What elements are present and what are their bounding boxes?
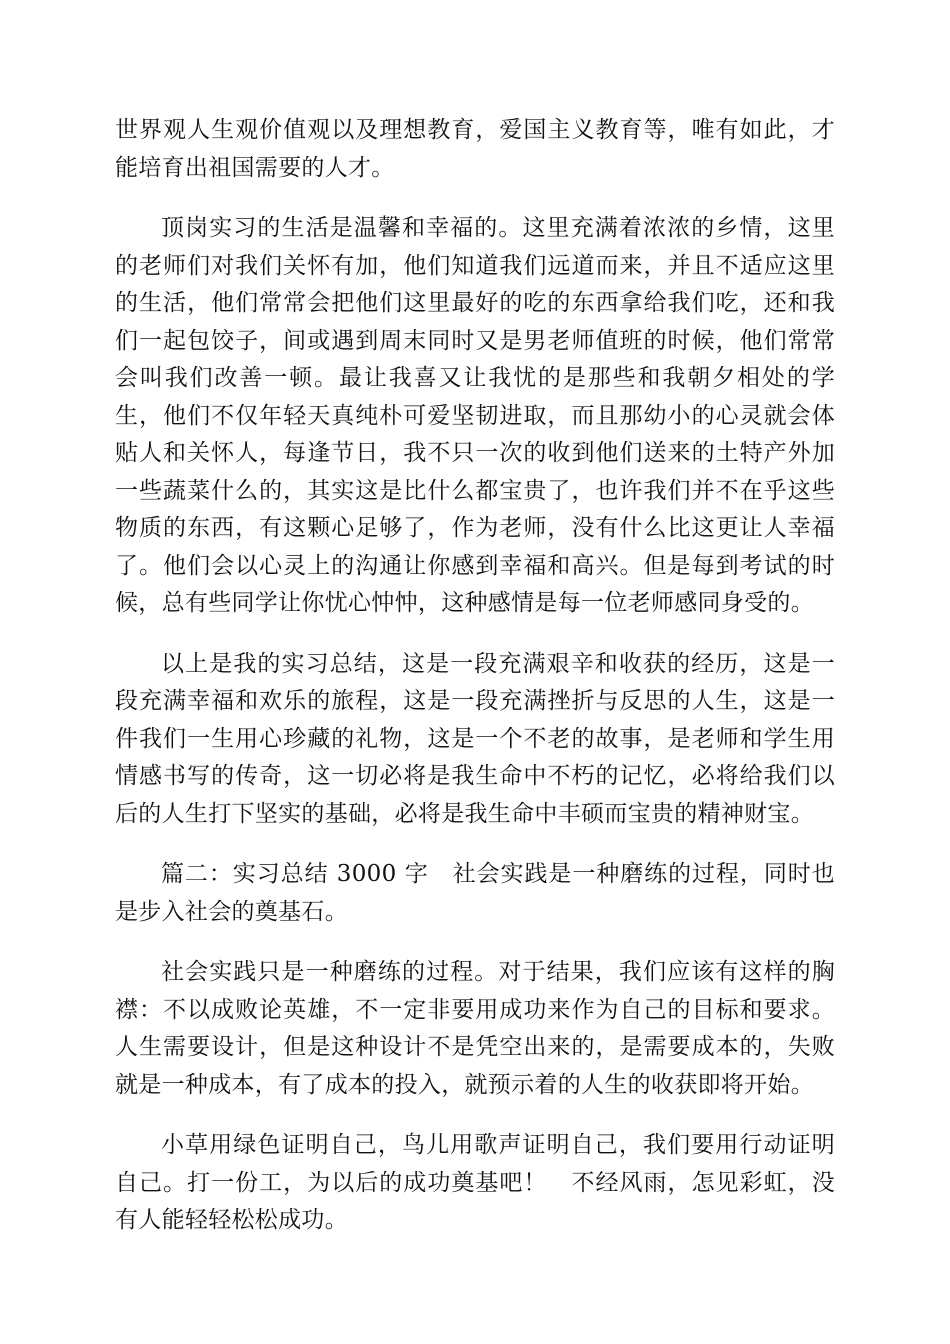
paragraph-social-practice: 社会实践只是一种磨练的过程。对于结果，我们应该有这样的胸襟：不以成败论英雄，不一定非要用成功来作为自己的目标和要求。人生需要设计，但是这种设计不是凭空出来的，是需要成本的，失败就是一种成本，有了成本的投入，就预示着的人生的收获即将开始。 — [115, 959, 835, 1098]
paragraph-prove-yourself: 小草用绿色证明自己，鸟儿用歌声证明自己，我们要用行动证明自己。打一份工，为以后的成功奠基吧！ 不经风雨，怎见彩虹，没有人能轻轻松松成功。 — [115, 1132, 835, 1233]
paragraph-summary-conclusion: 以上是我的实习总结，这是一段充满艰辛和收获的经历，这是一段充满幸福和欢乐的旅程，这是一段充满挫折与反思的人生，这是一件我们一生用心珍藏的礼物，这是一个不老的故事，是老师和学生用情感书写的传奇，这一切必将是我生命中不朽的记忆，必将给我们以后的人生打下坚实的基础，必将是我生命中丰硕而宝贵的精神财宝。 — [115, 650, 835, 827]
paragraph-article-two-heading: 篇二：实习总结 3000 字 社会实践是一种磨练的过程，同时也是步入社会的奠基石。 — [115, 861, 835, 925]
paragraph-internship-life: 顶岗实习的生活是温馨和幸福的。这里充满着浓浓的乡情，这里的老师们对我们关怀有加，他们知道我们远道而来，并且不适应这里的生活，他们常常会把他们这里最好的吃的东西拿给我们吃，还和我们一起包饺子，间或遇到周末同时又是男老师值班的时候，他们常常会叫我们改善一顿。最让我喜又让我忧的是那些和我朝夕相处的学生，他们不仅年轻天真纯朴可爱坚韧进取，而且那幼小的心灵就会体贴人和关怀人，每逢节日，我不只一次的收到他们送来的土特产外加一些蔬菜什么的，其实这是比什么都宝贵了，也许我们并不在乎这些物质的东西，有这颗心足够了，作为老师，没有什么比这更让人幸福了。他们会以心灵上的沟通让你感到幸福和高兴。但是每到考试的时候，总有些同学让你忧心忡忡，这种感情是每一位老师感同身受的。 — [115, 215, 835, 616]
document-body — [115, 112, 835, 1263]
paragraph-continued: 世界观人生观价值观以及理想教育，爱国主义教育等，唯有如此，才能培育出祖国需要的人才。 — [115, 117, 835, 181]
